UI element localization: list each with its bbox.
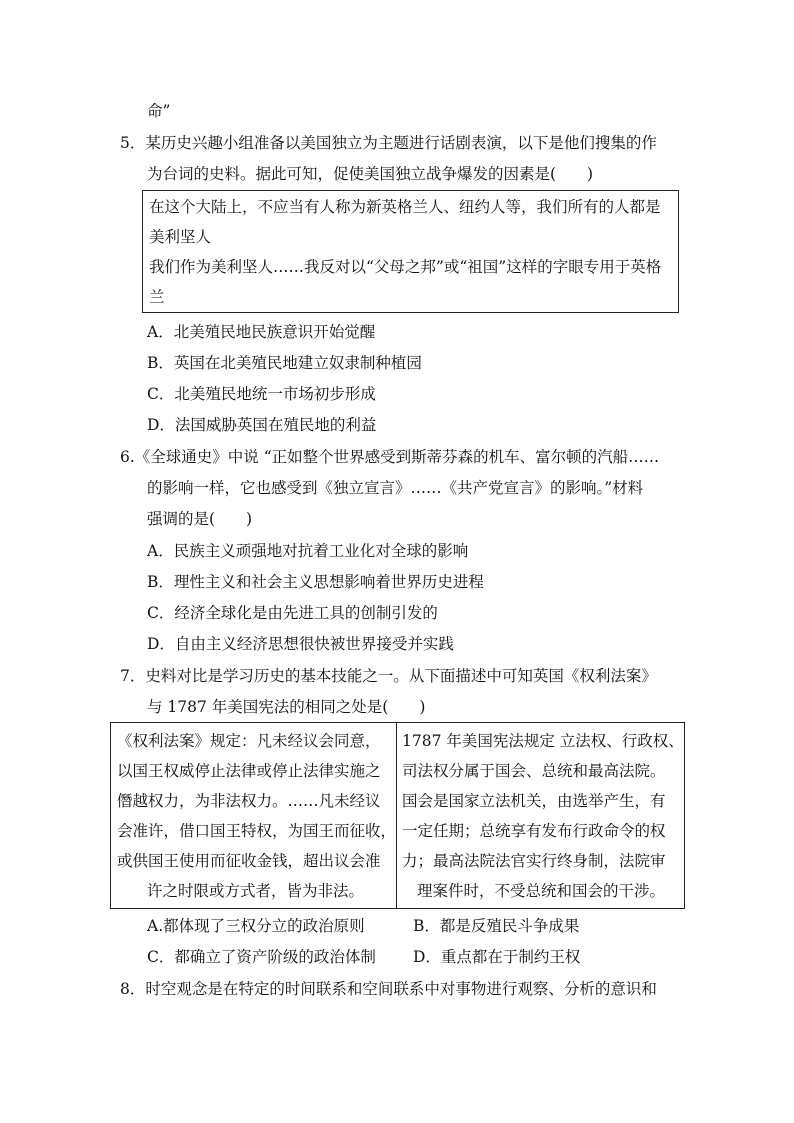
left-cell-line: 以国王权威停止法律或停止法律实施之 — [117, 762, 381, 780]
question-7-option-a[interactable]: A.都体现了三权分立的政治原则 — [147, 917, 365, 935]
quote-line: 美利坚人 — [149, 228, 212, 246]
question-7-option-c[interactable]: C．都确立了资产阶级的政治体制 — [147, 948, 376, 966]
right-cell-line: 力；最高法院法官实行终身制，法院审 — [402, 852, 666, 870]
question-7-option-b[interactable]: B．都是反殖民斗争成果 — [413, 917, 580, 935]
quote-line: 我们作为美利坚人……我反对以“父母之邦”或“祖国”这样的字眼专用于英格 — [149, 258, 662, 276]
question-7-stem-line-2: 与 1787 年美国宪法的相同之处是( ) — [147, 698, 426, 716]
question-5-option-b[interactable]: B．英国在北美殖民地建立奴隶制种植园 — [147, 354, 422, 372]
question-6-stem-line-2: 的影响一样，它也感受到《独立宣言》……《共产党宣言》的影响。”材料 — [147, 479, 644, 497]
left-cell-line: 或供国王使用而征收金钱，超出议会准 — [117, 852, 381, 870]
question-6-option-b[interactable]: B．理性主义和社会主义思想影响着世界历史进程 — [147, 573, 484, 591]
right-cell-line: 国会是国家立法机关，由选举产生，有 — [402, 792, 666, 810]
previous-question-tail: 命” — [147, 102, 171, 120]
question-8-stem-line-1: 8．时空观念是在特定的时间联系和空间联系中对事物进行观察、分析的意识和 — [120, 980, 657, 998]
right-cell-line: 理案件时，不受总统和国会的干涉。 — [417, 882, 666, 900]
left-cell-line: 《权利法案》规定：凡未经议会同意， — [117, 732, 381, 750]
left-cell-line: 会准许，借口国王特权，为国王而征收， — [117, 822, 397, 840]
right-cell-line: 司法权分属于国会、总统和最高法院。 — [402, 762, 666, 780]
question-6-stem-line-1: 6.《全球通史》中说 “正如整个世界感受到斯蒂芬森的机车、富尔顿的汽船…… — [120, 448, 660, 466]
question-5-option-d[interactable]: D．法国威胁英国在殖民地的利益 — [147, 416, 377, 434]
question-6-option-d[interactable]: D．自由主义经济思想很快被世界接受并实践 — [147, 635, 454, 653]
question-5-stem-line-2: 为台词的史料。据此可知，促使美国独立战争爆发的因素是( ) — [147, 165, 594, 183]
left-cell-line: 僭越权力，为非法权力。……凡未经议 — [117, 792, 381, 810]
right-cell-line: 1787 年美国宪法规定 立法权、行政权、 — [402, 732, 684, 750]
question-7-stem-line-1: 7．史料对比是学习历史的基本技能之一。从下面描述中可知英国《权利法案》 — [120, 667, 657, 685]
question-6-stem-line-3: 强调的是( ) — [147, 510, 253, 528]
question-5-quote-box — [142, 190, 679, 313]
question-7-option-d[interactable]: D．重点都在于制约王权 — [413, 948, 581, 966]
left-cell-line: 许之时限或方式者，皆为非法。 — [147, 882, 365, 900]
question-6-option-a[interactable]: A．民族主义顽强地对抗着工业化对全球的影响 — [147, 542, 469, 560]
quote-line: 兰 — [149, 288, 165, 306]
question-5-option-a[interactable]: A．北美殖民地民族意识开始觉醒 — [147, 323, 376, 341]
right-cell-line: 一定任期；总统享有发布行政命令的权 — [402, 822, 666, 840]
table-divider — [396, 723, 397, 908]
quote-line: 在这个大陆上，不应当有人称为新英格兰人、纽约人等，我们所有的人都是 — [149, 198, 661, 216]
question-7-comparison-table — [110, 722, 685, 909]
question-5-stem-line-1: 5．某历史兴趣小组准备以美国独立为主题进行话剧表演，以下是他们搜集的作 — [120, 134, 657, 152]
question-6-option-c[interactable]: C．经济全球化是由先进工具的创制引发的 — [147, 604, 438, 622]
question-5-option-c[interactable]: C．北美殖民地统一市场初步形成 — [147, 385, 376, 403]
